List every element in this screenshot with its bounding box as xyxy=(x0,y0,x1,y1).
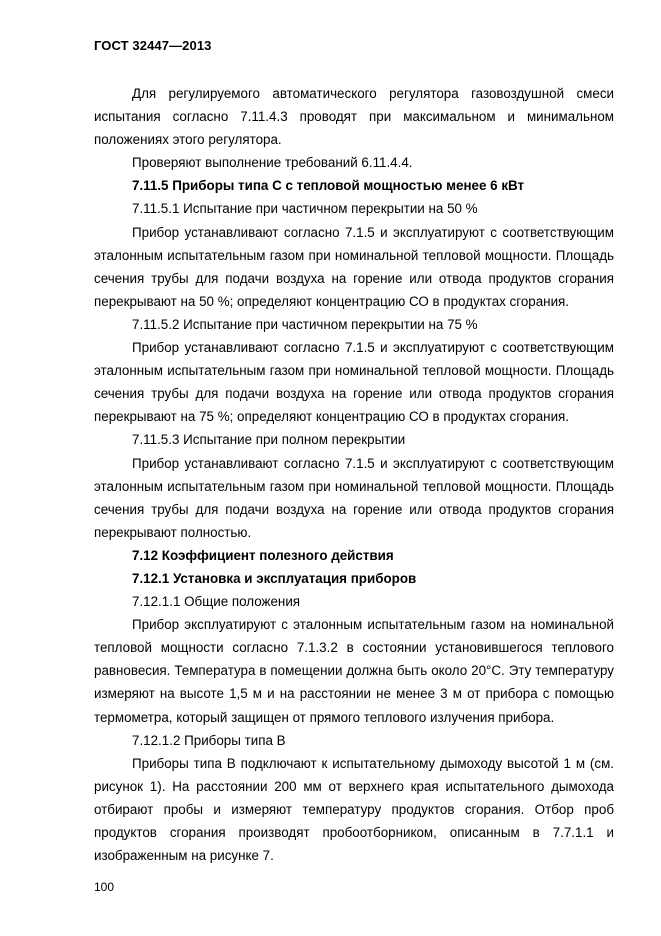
document-body xyxy=(94,82,614,867)
subsection-heading: 7.11.5.3 Испытание при полном перекрытии xyxy=(132,432,406,448)
section-heading: 7.11.5 Приборы типа С с тепловой мощностью менее 6 кВт xyxy=(132,178,525,194)
paragraph: Проверяют выполнение требований 6.11.4.4. xyxy=(132,155,413,171)
section-heading: 7.12.1 Установка и эксплуатация приборов xyxy=(132,570,417,586)
subsection-heading: 7.11.5.1 Испытание при частичном перекрытии на 50 % xyxy=(132,201,478,217)
section-heading: 7.12 Коэффициент полезного действия xyxy=(132,547,394,563)
paragraph: Приборы типа В подключают к испытательному дымоходу высотой 1 м (см. рисунок 1). На расстоянии 200 мм от верхнего края испытательного дымохода отбирают пробы и измеряют температуру продуктов сгорания. Отбор проб продуктов сгорания производят пробоотборником, описанным в 7.7.1.1 и изображенным на рисунке 7. xyxy=(94,755,614,864)
subsection-heading: 7.12.1.2 Приборы типа В xyxy=(132,732,286,748)
paragraph: Прибор устанавливают согласно 7.1.5 и эксплуатируют с соответствующим эталонным испытательным газом при номинальной тепловой мощности. Площадь сечения трубы для подачи воздуха на горение или отвода продуктов сгорания перекрывают полностью. xyxy=(94,455,614,540)
page-number: 100 xyxy=(94,880,115,894)
subsection-heading: 7.11.5.2 Испытание при частичном перекрытии на 75 % xyxy=(132,316,478,332)
paragraph: Прибор устанавливают согласно 7.1.5 и эксплуатируют с соответствующим эталонным испытательным газом при номинальной тепловой мощности. Площадь сечения трубы для подачи воздуха на горение или отвода продуктов сгорания перекрывают на 75 %; определяют концентрацию СО в продуктах сгорания. xyxy=(94,340,614,425)
paragraph: Прибор эксплуатируют с эталонным испытательным газом на номинальной тепловой мощности согласно 7.1.3.2 в состоянии установившегося теплового равновесия. Температура в помещении должна быть около 20°С. Эту температуру измеряют на высоте 1,5 м и на расстоянии не менее 3 м от прибора с помощью термометра, который защищен от прямого теплового излучения прибора. xyxy=(94,617,614,725)
document-header: ГОСТ 32447—2013 xyxy=(94,38,212,53)
paragraph: Прибор устанавливают согласно 7.1.5 и эксплуатируют с соответствующим эталонным испытательным газом при номинальной тепловой мощности. Площадь сечения трубы для подачи воздуха на горение или отвода продуктов сгорания перекрывают на 50 %; определяют концентрацию СО в продуктах сгорания. xyxy=(94,224,614,309)
paragraph: Для регулируемого автоматического регулятора газовоздушной смеси испытания согласно 7.11.4.3 проводят при максимальном и минимальном положениях этого регулятора. xyxy=(94,86,614,148)
subsection-heading: 7.12.1.1 Общие положения xyxy=(132,594,301,610)
